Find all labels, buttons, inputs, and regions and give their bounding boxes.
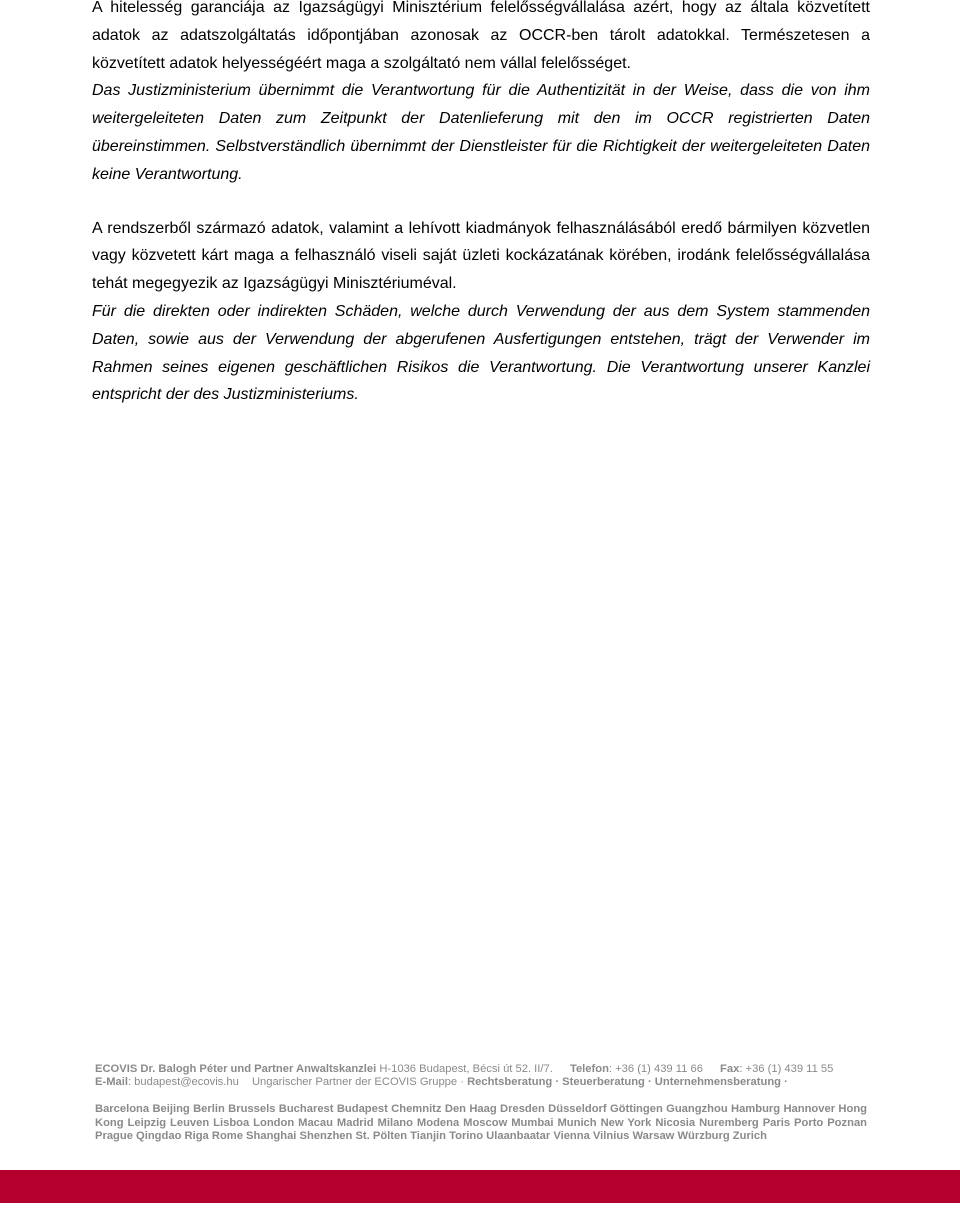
paragraph-de-authenticity: Das Justizministerium übernimmt die Verantwortung für die Authentizität in der Weise, dass die von ihm weitergeleiteten Daten zum Zeitpunkt der Datenlieferung mit den im OCCR registrierten Daten übereinstimmen. Selbstverständlich übernimmt der Dienstleister für die Richtigkeit der weitergeleiteten Daten keine Verantwortung. [92, 82, 870, 183]
footer-email-value[interactable]: : budapest@ecovis.hu [127, 1076, 239, 1089]
paragraph-hu-liability: A rendszerből származó adatok, valamint a lehívott kiadmányok felhasználásából eredő bármilyen közvetlen vagy közvetett kárt maga a felhasználó viseli saját üzleti kockázatának körében, irodánk felelősségvállalása tehát megegyezik az Igazságügyi Minisztériuméval. [92, 219, 870, 293]
footer-fax-label: Fax [720, 1063, 740, 1075]
footer-phone-value: : +36 (1) 439 11 66 [608, 1063, 703, 1075]
paragraph-de-liability: Für die direkten oder indirekten Schäden, welche durch Verwendung der aus dem System stammenden Daten, sowie aus der Verwendung der abgerufenen Ausfertigungen entstehen, trägt der Verwender im Rahmen seines eigenen geschäftlichen Risikos die Verantwortung. Die Verantwortung unserer Kanzlei entspricht der des Justizministeriums. [92, 302, 870, 404]
footer-city-list: Barcelona Beijing Berlin Brussels Bucharest Budapest Chemnitz Den Haag Dresden Düsseldorf Göttingen Guangzhou Hamburg Hannover Hong Kong Leipzig Leuven Lisboa London Macau Madrid Milano Modena Moscow Mumbai Munich New York Nicosia Nuremberg Paris Porto Poznan Prague Qingdao Riga Rome Shanghai Shenzhen St. Pölten Tianjin Torino Ulaanbaatar Vienna Vilnius Warsaw Würzburg Zurich [95, 1103, 867, 1142]
document-body [92, 0, 870, 409]
footer-services: Rechtsberatung · Steuerberatung · Unternehmensberatung · [467, 1076, 788, 1089]
brand-color-bar [0, 1170, 960, 1203]
page-footer [95, 1063, 870, 1143]
footer-phone-label: Telefon [569, 1063, 609, 1075]
footer-partner-text: Ungarischer Partner der ECOVIS Gruppe · [251, 1076, 464, 1089]
footer-contact-line [95, 1063, 870, 1076]
footer-address: H-1036 Budapest, Bécsi út 52. II/7. [379, 1063, 553, 1075]
footer-fax-value: : +36 (1) 439 11 55 [739, 1063, 834, 1075]
footer-email-label: E-Mail [95, 1076, 128, 1089]
footer-email-line [95, 1076, 870, 1089]
paragraph-hu-authenticity: A hitelesség garanciája az Igazságügyi Minisztérium felelősségvállalása azért, hogy az általa közvetített adatok az adatszolgáltatás időpontjában azonosak az OCCR-ben tárolt adatokkal. Természetesen a közvetített adatok helyességéért maga a szolgáltató nem vállal felelősséget. [92, 0, 870, 72]
footer-company-name: ECOVIS Dr. Balogh Péter und Partner Anwaltskanzlei [95, 1063, 377, 1075]
